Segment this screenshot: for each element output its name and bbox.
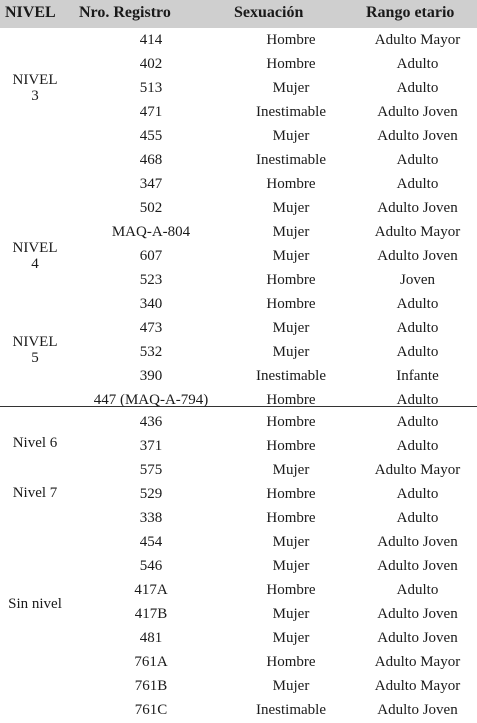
sexuacion-cell: Hombre (266, 272, 316, 288)
table-row (0, 650, 477, 674)
sexuacion-cell: Mujer (272, 200, 310, 216)
rango-cell: Adulto Joven (377, 104, 458, 120)
registro-cell: 473 (139, 320, 163, 336)
table-row (0, 506, 477, 530)
registro-cell: 371 (139, 438, 163, 454)
sexuacion-cell: Mujer (272, 80, 310, 96)
registro-cell: 546 (139, 558, 163, 574)
rango-cell: Adulto (396, 392, 439, 408)
table-row (0, 602, 477, 626)
sin-nivel-line1: Sin nivel (8, 596, 62, 612)
table-row (0, 76, 477, 100)
sexuacion-cell: Inestimable (256, 702, 326, 718)
sexuacion-cell: Hombre (266, 296, 316, 312)
registro-cell: 447 (MAQ-A-794) (93, 392, 209, 408)
rango-cell: Adulto Joven (377, 248, 458, 264)
sexuacion-cell: Hombre (266, 654, 316, 670)
sexuacion-cell: Inestimable (256, 152, 326, 168)
table-row (0, 530, 477, 554)
sexuacion-cell: Mujer (272, 224, 310, 240)
table-row (0, 316, 477, 340)
registro-cell: 347 (139, 176, 163, 192)
level-4-line2: 4 (31, 256, 39, 272)
table-row (0, 124, 477, 148)
table-row (0, 196, 477, 220)
table-row (0, 100, 477, 124)
sexuacion-cell: Mujer (272, 462, 310, 478)
level-5-line2: 5 (31, 350, 39, 366)
sexuacion-cell: Hombre (266, 486, 316, 502)
table-row (0, 268, 477, 292)
sexuacion-cell: Mujer (272, 630, 310, 646)
sexuacion-cell: Hombre (266, 176, 316, 192)
table-row (0, 626, 477, 650)
registro-cell: 532 (139, 344, 163, 360)
registro-cell: 414 (139, 32, 163, 48)
registro-cell: 523 (139, 272, 163, 288)
sexuacion-cell: Hombre (266, 392, 316, 408)
sexuacion-cell: Hombre (266, 582, 316, 598)
registro-cell: 417A (134, 582, 168, 598)
rango-cell: Adulto Mayor (374, 654, 461, 670)
header-nivel: NIVEL (5, 4, 56, 21)
registro-cell: 338 (139, 510, 163, 526)
sexuacion-cell: Hombre (266, 510, 316, 526)
header-registro: Nro. Registro (79, 4, 171, 21)
header-rango: Rango etario (366, 4, 455, 21)
registro-cell: 402 (139, 56, 163, 72)
table-row (0, 28, 477, 52)
registro-cell: 454 (139, 534, 163, 550)
table-row (0, 52, 477, 76)
registro-cell: 481 (139, 630, 163, 646)
level-3-line2: 3 (31, 88, 39, 104)
rango-cell: Adulto Mayor (374, 462, 461, 478)
rango-cell: Adulto Joven (377, 128, 458, 144)
sexuacion-cell: Mujer (272, 128, 310, 144)
rango-cell: Adulto (396, 152, 439, 168)
sexuacion-cell: Mujer (272, 606, 310, 622)
rango-cell: Adulto (396, 296, 439, 312)
rango-cell: Adulto (396, 486, 439, 502)
table-row (0, 698, 477, 722)
sexuacion-cell: Mujer (272, 248, 310, 264)
sexuacion-cell: Mujer (272, 320, 310, 336)
registro-cell: 455 (139, 128, 163, 144)
table-row (0, 482, 477, 506)
sexuacion-cell: Mujer (272, 558, 310, 574)
rango-cell: Adulto (396, 414, 439, 430)
registro-cell: 513 (139, 80, 163, 96)
registro-cell: MAQ-A-804 (111, 224, 191, 240)
rango-cell: Adulto (396, 320, 439, 336)
registro-cell: 436 (139, 414, 163, 430)
registro-cell: 529 (139, 486, 163, 502)
table-row (0, 554, 477, 578)
registro-cell: 390 (139, 368, 163, 384)
registro-cell: 417B (134, 606, 168, 622)
table-header (0, 0, 477, 28)
rango-cell: Adulto (396, 510, 439, 526)
rango-cell: Adulto Mayor (374, 32, 461, 48)
rango-cell: Adulto Joven (377, 606, 458, 622)
sexuacion-cell: Mujer (272, 678, 310, 694)
rango-cell: Adulto (396, 438, 439, 454)
sexuacion-cell: Mujer (272, 534, 310, 550)
sexuacion-cell: Hombre (266, 414, 316, 430)
table-row (0, 292, 477, 316)
table-row (0, 674, 477, 698)
registro-cell: 468 (139, 152, 163, 168)
registro-cell: 575 (139, 462, 163, 478)
rango-cell: Adulto (396, 582, 439, 598)
level-6-line1: Nivel 6 (12, 435, 58, 451)
sexuacion-cell: Mujer (272, 344, 310, 360)
rango-cell: Adulto (396, 176, 439, 192)
rango-cell: Adulto Mayor (374, 678, 461, 694)
level-4-line1: NIVEL (12, 240, 58, 256)
table-row (0, 244, 477, 268)
rango-cell: Adulto Joven (377, 534, 458, 550)
level-3-line1: NIVEL (12, 72, 58, 88)
level-5-line1: NIVEL (12, 334, 58, 350)
registro-cell: 761C (134, 702, 168, 718)
table-row (0, 434, 477, 458)
table-row (0, 364, 477, 388)
header-sexuacion: Sexuación (234, 4, 304, 21)
table-row (0, 458, 477, 482)
rango-cell: Adulto (396, 56, 439, 72)
registro-cell: 761B (134, 678, 168, 694)
sexuacion-cell: Hombre (266, 32, 316, 48)
rango-cell: Adulto (396, 80, 439, 96)
table-row (0, 220, 477, 244)
table-row (0, 148, 477, 172)
registro-cell: 761A (134, 654, 168, 670)
registro-cell: 471 (139, 104, 163, 120)
rango-cell: Adulto Joven (377, 200, 458, 216)
rango-cell: Infante (396, 368, 439, 384)
table-row (0, 340, 477, 364)
sexuacion-cell: Hombre (266, 438, 316, 454)
table-row (0, 388, 477, 412)
table-row (0, 578, 477, 602)
registro-cell: 502 (139, 200, 163, 216)
rango-cell: Adulto Joven (377, 558, 458, 574)
sexuacion-cell: Inestimable (256, 104, 326, 120)
registro-cell: 607 (139, 248, 163, 264)
sexuacion-cell: Hombre (266, 56, 316, 72)
rango-cell: Adulto Joven (377, 702, 458, 718)
rango-cell: Adulto Mayor (374, 224, 461, 240)
table-row (0, 410, 477, 434)
registro-cell: 340 (139, 296, 163, 312)
rango-cell: Joven (400, 272, 435, 288)
rango-cell: Adulto (396, 344, 439, 360)
sexuacion-cell: Inestimable (256, 368, 326, 384)
level-7-line1: Nivel 7 (12, 485, 58, 501)
table-row (0, 172, 477, 196)
rango-cell: Adulto Joven (377, 630, 458, 646)
